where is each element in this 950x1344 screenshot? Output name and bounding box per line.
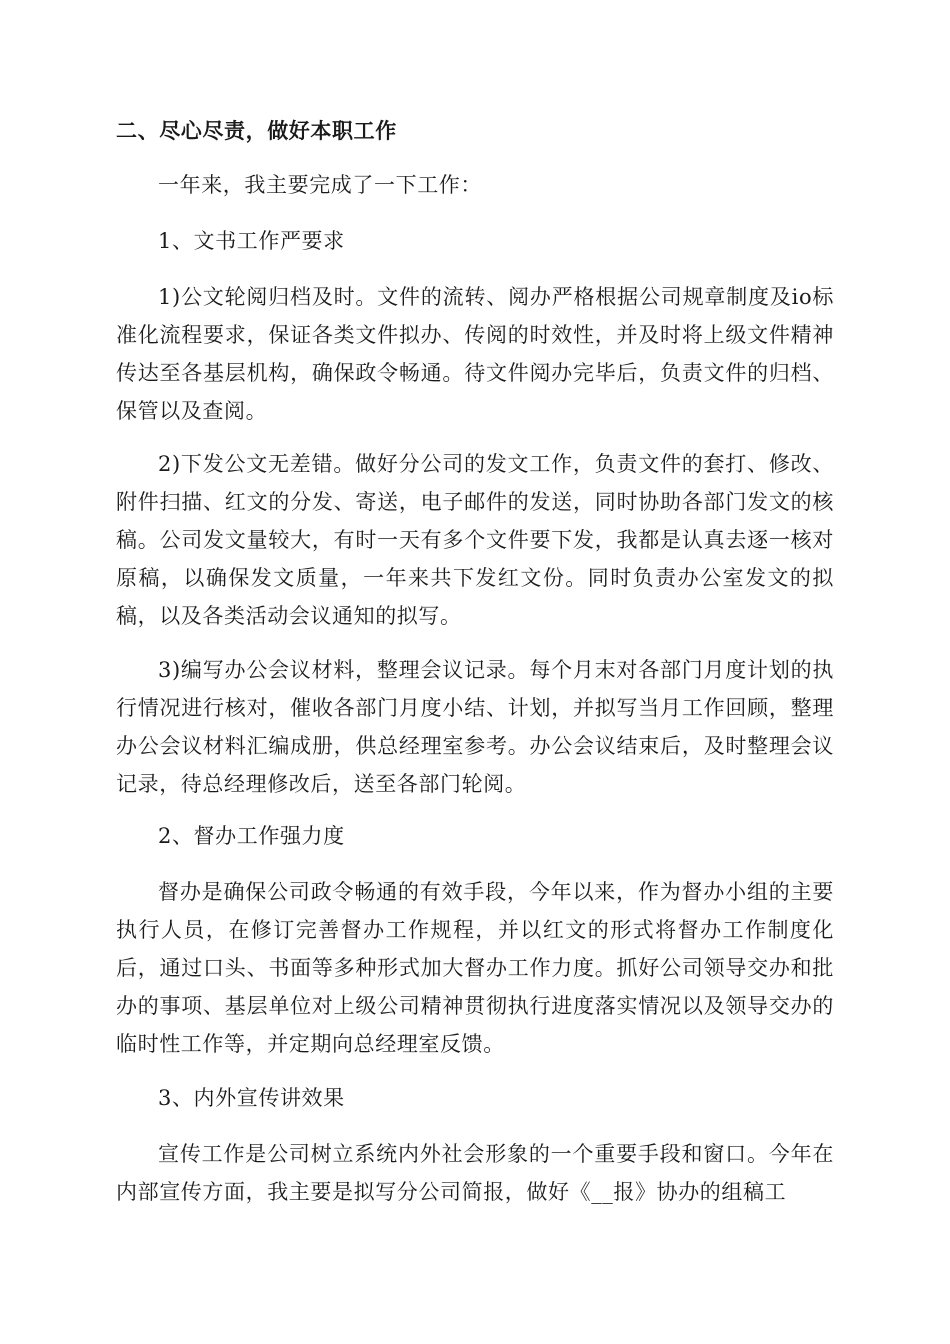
paragraph-1-2: 2)下发公文无差错。做好分公司的发文工作，负责文件的套打、修改、附件扫描、红文的分发、寄送，电子邮件的发送，同时协助各部门发文的核稿。公司发文量较大，有时一天有多个文件要下发，我都是认真去逐一核对原稿，以确保发文质量，一年来共下发红文份。同时负责办公室发文的拟稿，以及各类活动会议通知的拟写。 — [116, 452, 834, 628]
paragraph-2: 督办是确保公司政令畅通的有效手段，今年以来，作为督办小组的主要执行人员，在修订完善督办工作规程，并以红文的形式将督办工作制度化后，通过口头、书面等多种形式加大督办工作力度。抓好公司领导交办和批办的事项、基层单位对上级公司精神贯彻执行进度落实情况以及领导交办的临时性工作等，并定期向总经理室反馈。 — [116, 880, 834, 1056]
subheading-1: 1、文书工作严要求 — [158, 229, 345, 253]
paragraph-1-1: 1)公文轮阅归档及时。文件的流转、阅办严格根据公司规章制度及io标准化流程要求，保证各类文件拟办、传阅的时效性，并及时将上级文件精神传达至各基层机构，确保政令畅通。待文件阅办完毕后，负责文件的归档、保管以及查阅。 — [116, 285, 834, 423]
subheading-3: 3、内外宣传讲效果 — [158, 1086, 345, 1110]
subheading-2: 2、督办工作强力度 — [158, 824, 345, 848]
paragraph-1-3: 3)编写办公会议材料，整理会议记录。每个月末对各部门月度计划的执行情况进行核对，催收各部门月度小结、计划，并拟写当月工作回顾，整理办公会议材料汇编成册，供总经理室参考。办公会议结束后，及时整理会议记录，待总经理修改后，送至各部门轮阅。 — [116, 658, 834, 796]
paragraph-3: 宣传工作是公司树立系统内外社会形象的一个重要手段和窗口。今年在内部宣传方面，我主要是拟写分公司简报，做好《__报》协办的组稿工 — [116, 1142, 834, 1204]
intro-paragraph: 一年来，我主要完成了一下工作： — [158, 173, 482, 197]
section-heading: 二、尽心尽责，做好本职工作 — [116, 119, 397, 143]
